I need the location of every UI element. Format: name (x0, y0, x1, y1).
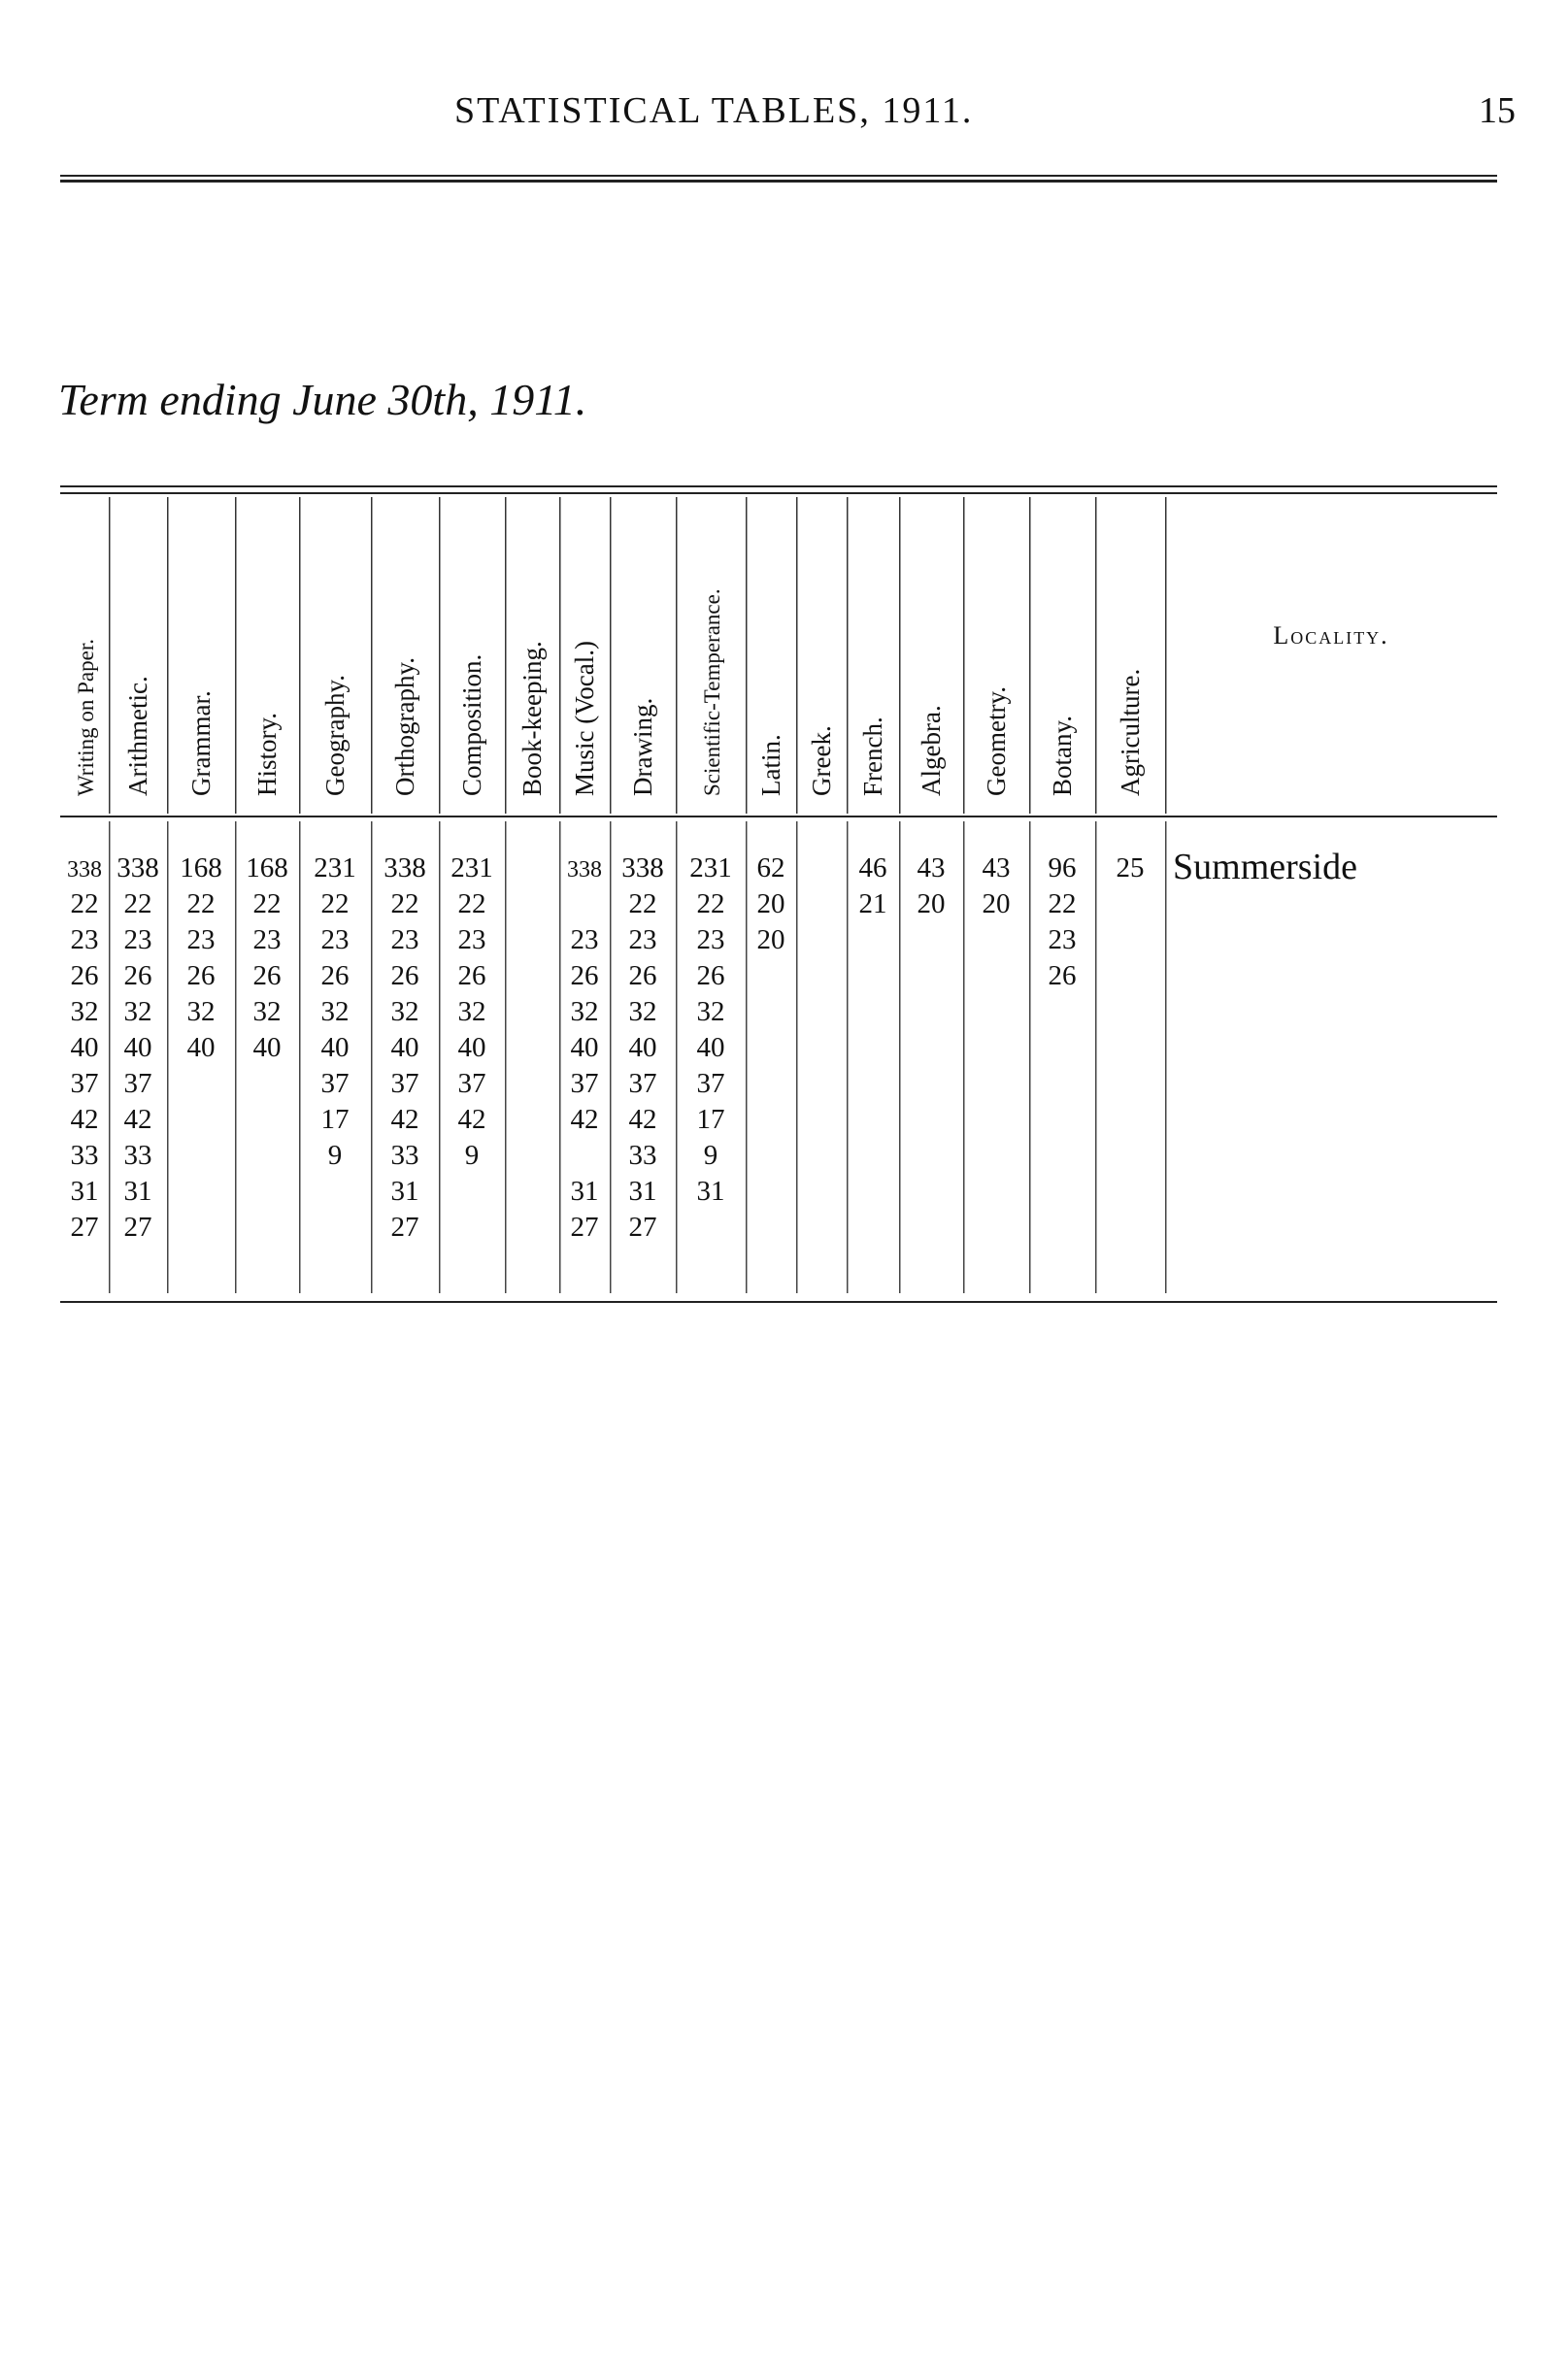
data-column-rule (796, 821, 798, 1293)
table-cell: 26 (390, 960, 419, 991)
table-cell: 31 (123, 1176, 152, 1207)
table-cell: 22 (70, 888, 99, 919)
table-cell: 37 (570, 1068, 599, 1099)
table-cell: 22 (320, 888, 350, 919)
column-header: Scientific-Temperance. (700, 588, 724, 796)
header-column-rule (439, 497, 441, 814)
column-header: Book-keeping. (517, 641, 547, 796)
table-cell: 31 (696, 1176, 725, 1207)
table-cell: 40 (696, 1032, 725, 1063)
table-cell: 22 (123, 888, 152, 919)
column-header: Greek. (807, 725, 836, 796)
table-cell: 23 (123, 924, 152, 955)
table-cell: 37 (696, 1068, 725, 1099)
data-column-rule (676, 821, 678, 1293)
term-title: Term ending June 30th, 1911. (58, 375, 587, 424)
column-header: Algebra. (917, 705, 946, 796)
table-cell: 32 (70, 996, 99, 1027)
table-cell: 31 (570, 1176, 599, 1207)
data-column-rule (439, 821, 441, 1293)
column-header: Geography. (320, 675, 350, 796)
table-cell: 22 (252, 888, 282, 919)
table-cell: 23 (570, 924, 599, 955)
column-header: Geometry. (982, 686, 1011, 796)
table-cell: 26 (186, 960, 216, 991)
table-cell: 338 (67, 857, 102, 883)
column-header: Music (Vocal.) (570, 641, 599, 796)
header-column-rule (963, 497, 965, 814)
column-header: Orthography. (390, 657, 419, 796)
data-column-rule (167, 821, 169, 1293)
header-column-rule (796, 497, 798, 814)
table-cell: 32 (628, 996, 657, 1027)
table-cell: 37 (70, 1068, 99, 1099)
table-cell: 26 (320, 960, 350, 991)
table-top-rule (60, 485, 1497, 487)
column-header: Agriculture. (1116, 668, 1145, 796)
header-column-rule (167, 497, 169, 814)
table-cell: 231 (450, 852, 493, 883)
table-cell: 9 (703, 1140, 718, 1171)
table-cell: 43 (917, 852, 946, 883)
data-column-rule (109, 821, 111, 1293)
header-column-rule (899, 497, 901, 814)
table-cell: 23 (186, 924, 216, 955)
table-cell: 27 (628, 1212, 657, 1243)
table-cell: 43 (982, 852, 1011, 883)
table-cell: 26 (252, 960, 282, 991)
table-cell: 27 (70, 1212, 99, 1243)
table-cell: 17 (320, 1104, 350, 1135)
page-number: 15 (1479, 90, 1516, 131)
column-header: History. (252, 713, 282, 796)
table-cell: 31 (628, 1176, 657, 1207)
table-cell: 23 (390, 924, 419, 955)
table-cell: 23 (1048, 924, 1077, 955)
table-cell: 46 (858, 852, 887, 883)
table-cell: 25 (1116, 852, 1145, 883)
table-cell: 33 (123, 1140, 152, 1171)
table-cell: 26 (570, 960, 599, 991)
table-cell: 32 (390, 996, 419, 1027)
table-cell: 40 (390, 1032, 419, 1063)
header-column-rule (610, 497, 612, 814)
table-cell: 22 (628, 888, 657, 919)
table-cell: 26 (628, 960, 657, 991)
table-cell: 37 (628, 1068, 657, 1099)
data-column-rule (899, 821, 901, 1293)
table-cell: 22 (186, 888, 216, 919)
table-cell: 40 (186, 1032, 216, 1063)
table-cell: 23 (628, 924, 657, 955)
column-header: French. (858, 716, 887, 796)
column-header: Composition. (457, 653, 486, 796)
table-cell: 32 (457, 996, 486, 1027)
table-top-rule-2 (60, 492, 1497, 494)
table-cell: 32 (123, 996, 152, 1027)
running-head-title: STATISTICAL TABLES, 1911. (454, 90, 974, 131)
table-cell: 42 (570, 1104, 599, 1135)
data-column-rule (963, 821, 965, 1293)
table-cell: 32 (252, 996, 282, 1027)
data-column-rule (559, 821, 561, 1293)
data-column-rule (1165, 821, 1167, 1293)
header-column-rule (1029, 497, 1031, 814)
table-cell: 27 (390, 1212, 419, 1243)
table-cell: 40 (320, 1032, 350, 1063)
header-column-rule (109, 497, 111, 814)
table-cell: 22 (1048, 888, 1077, 919)
data-column-rule (1029, 821, 1031, 1293)
data-column-rule (505, 821, 507, 1293)
table-cell: 23 (320, 924, 350, 955)
table-cell: 21 (858, 888, 887, 919)
table-cell: 168 (246, 852, 288, 883)
table-cell: 62 (756, 852, 785, 883)
table-cell: 32 (570, 996, 599, 1027)
table-cell: 22 (696, 888, 725, 919)
column-header: Drawing. (628, 697, 657, 796)
locality-value: Summerside (1173, 847, 1357, 887)
table-cell: 31 (390, 1176, 419, 1207)
table-cell: 37 (123, 1068, 152, 1099)
header-column-rule (235, 497, 237, 814)
table-cell: 40 (457, 1032, 486, 1063)
header-column-rule (559, 497, 561, 814)
header-column-rule (299, 497, 301, 814)
table-cell: 168 (180, 852, 222, 883)
table-cell: 40 (628, 1032, 657, 1063)
header-column-rule (1165, 497, 1167, 814)
data-column-rule (299, 821, 301, 1293)
table-cell: 23 (252, 924, 282, 955)
column-header: Botany. (1048, 716, 1077, 796)
table-cell: 33 (390, 1140, 419, 1171)
table-cell: 42 (70, 1104, 99, 1135)
header-column-rule (1095, 497, 1097, 814)
table-cell: 96 (1048, 852, 1077, 883)
data-column-rule (746, 821, 748, 1293)
table-cell: 26 (123, 960, 152, 991)
table-cell: 17 (696, 1104, 725, 1135)
table-cell: 33 (70, 1140, 99, 1171)
table-cell: 9 (464, 1140, 480, 1171)
table-cell: 20 (756, 888, 785, 919)
data-column-rule (1095, 821, 1097, 1293)
header-column-rule (676, 497, 678, 814)
header-column-rule (746, 497, 748, 814)
table-cell: 26 (70, 960, 99, 991)
table-cell: 20 (917, 888, 946, 919)
locality-header: Locality. (1273, 621, 1389, 650)
table-cell: 40 (252, 1032, 282, 1063)
table-cell: 338 (621, 852, 664, 883)
table-cell: 42 (628, 1104, 657, 1135)
table-cell: 338 (567, 857, 602, 883)
table-cell: 26 (1048, 960, 1077, 991)
table-cell: 42 (457, 1104, 486, 1135)
data-column-rule (847, 821, 849, 1293)
header-column-rule (505, 497, 507, 814)
table-cell: 32 (186, 996, 216, 1027)
table-cell: 20 (982, 888, 1011, 919)
data-column-rule (610, 821, 612, 1293)
header-column-rule (847, 497, 849, 814)
data-column-rule (235, 821, 237, 1293)
table-cell: 37 (320, 1068, 350, 1099)
table-cell: 26 (457, 960, 486, 991)
table-cell: 26 (696, 960, 725, 991)
table-cell: 231 (689, 852, 732, 883)
table-cell: 42 (390, 1104, 419, 1135)
table-cell: 33 (628, 1140, 657, 1171)
column-header: Grammar. (186, 690, 216, 796)
table-cell: 42 (123, 1104, 152, 1135)
table-cell: 338 (117, 852, 159, 883)
table-cell: 31 (70, 1176, 99, 1207)
table-cell: 37 (390, 1068, 419, 1099)
table-cell: 40 (70, 1032, 99, 1063)
table-cell: 338 (384, 852, 426, 883)
table-cell: 22 (390, 888, 419, 919)
table-cell: 9 (327, 1140, 343, 1171)
column-header: Latin. (756, 734, 785, 796)
header-rule (60, 816, 1497, 817)
header-column-rule (371, 497, 373, 814)
table-cell: 32 (696, 996, 725, 1027)
data-column-rule (371, 821, 373, 1293)
table-cell: 37 (457, 1068, 486, 1099)
table-cell: 20 (756, 924, 785, 955)
table-cell: 22 (457, 888, 486, 919)
column-header: Arithmetic. (123, 676, 152, 796)
table-cell: 23 (696, 924, 725, 955)
table-cell: 27 (570, 1212, 599, 1243)
table-bottom-rule (60, 1301, 1497, 1303)
table-cell: 40 (123, 1032, 152, 1063)
table-cell: 23 (70, 924, 99, 955)
table-cell: 40 (570, 1032, 599, 1063)
table-cell: 23 (457, 924, 486, 955)
table-cell: 32 (320, 996, 350, 1027)
table-cell: 27 (123, 1212, 152, 1243)
column-header: Writing on Paper. (74, 639, 98, 796)
table-cell: 231 (314, 852, 356, 883)
